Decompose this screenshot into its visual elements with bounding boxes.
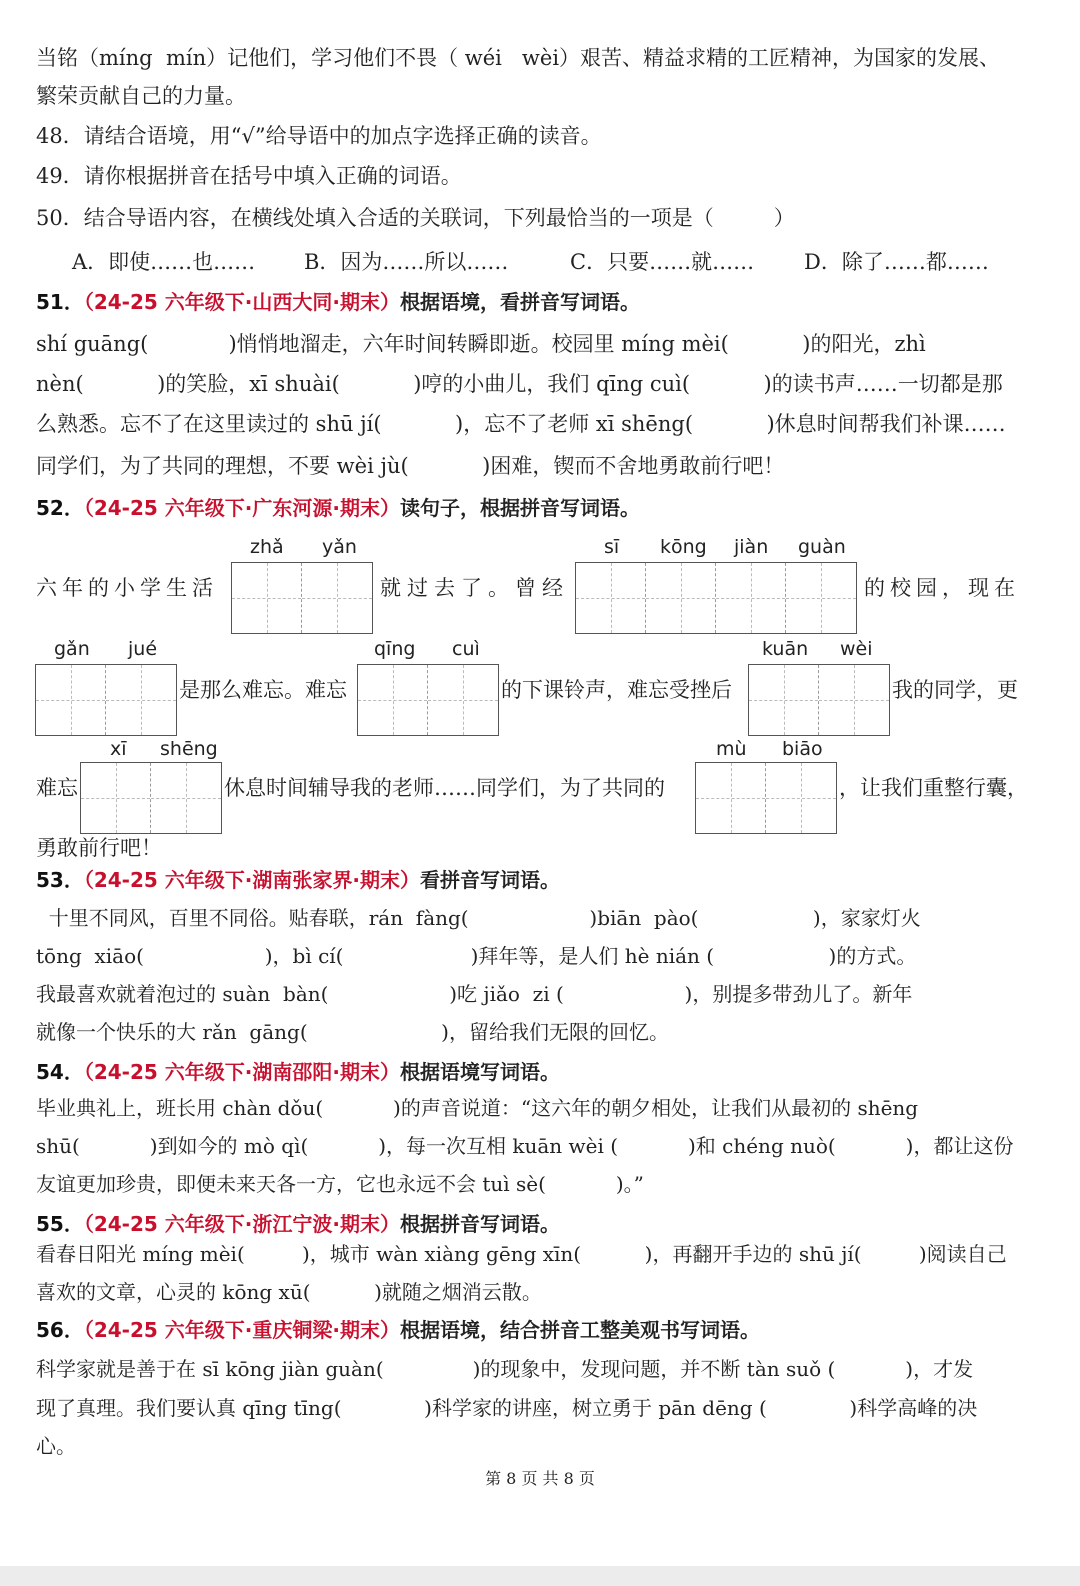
intro-line-1: 当铭（míng mín）记他们，学习他们不畏（ wéi wèi）艰苦、精益求精的工匠精神，为国家的发展、 [36,46,1001,70]
option-d: D．除了……都…… [804,250,989,274]
grid-cell[interactable] [232,563,302,633]
pinyin-label: sī [604,536,620,558]
q52-row-1 [0,534,1080,638]
q56-header [36,1316,760,1344]
q53-line-2: tōng xiāo( )，bì cí( )拜年等，是人们 hè nián ( )的方式。 [36,944,917,968]
grid-cell[interactable] [819,665,889,735]
grid-cell[interactable] [576,563,646,633]
grid-cell[interactable] [766,763,836,833]
writing-grid[interactable] [231,562,373,634]
q56-source: （24-25 六年级下·重庆铜梁·期末） [83,1318,400,1342]
grid-cell[interactable] [646,563,716,633]
pinyin-label: gǎn [54,638,90,660]
grid-cell[interactable] [428,665,498,735]
q54-line-1: 毕业典礼上，班长用 chàn dǒu( )的声音说道：“这六年的朝夕相处，让我们从最初的 shēng [36,1096,919,1120]
q53-title: 看拼音写词语。 [419,868,560,892]
q52-text: 就过去了。曾经 [380,576,569,600]
pinyin-label: zhǎ [250,536,284,558]
question-50: 50．结合导语内容，在横线处填入合适的关联词，下列最恰当的一项是（ ） [36,206,795,230]
writing-grid[interactable] [357,664,499,736]
q52-text: 休息时间辅导我的老师……同学们，为了共同的 [224,776,665,800]
page-footer: 第 8 页 共 8 页 [485,1469,595,1488]
grid-cell[interactable] [81,763,151,833]
q52-text-end: 勇敢前行吧！ [36,836,162,860]
q56-number: 56． [36,1318,84,1342]
q53-header [36,866,560,894]
grid-cell[interactable] [358,665,428,735]
q52-number: 52． [36,496,84,520]
q53-line-1: 十里不同风，百里不同俗。贴春联，rán fàng( )biān pào( )，家家灯火 [36,906,921,930]
q55-title: 根据拼音写词语。 [399,1212,560,1236]
q52-text: 六年的小学生活 [36,576,218,600]
q51-title: 根据语境，看拼音写词语。 [399,290,640,314]
q53-number: 53． [36,868,84,892]
pinyin-label: xī [110,738,127,760]
q52-text: 是那么难忘。难忘 [179,678,347,702]
q55-line-2: 喜欢的文章，心灵的 kōng xū( )就随之烟消云散。 [36,1280,542,1304]
writing-grid[interactable] [80,762,222,834]
q56-line-1: 科学家就是善于在 sī kōng jiàn guàn( )的现象中，发现问题，并不断 tàn suǒ ( )，才发 [36,1357,974,1381]
q52-row-3 [0,736,1080,840]
q52-title: 读句子，根据拼音写词语。 [399,496,640,520]
question-48: 48．请结合语境，用“√”给导语中的加点字选择正确的读音。 [36,124,602,148]
pinyin-label: jué [128,638,158,660]
grid-cell[interactable] [749,665,819,735]
q52-header [36,494,640,522]
pinyin-label: kuān [762,638,809,660]
pinyin-label: biāo [782,738,823,760]
q52-text: 我的同学，更 [892,678,1018,702]
q53-line-3: 我最喜欢就着泡过的 suàn bàn( )吃 jiǎo zi ( )，别提多带劲儿了。新年 [36,982,913,1006]
q52-source: （24-25 六年级下·广东河源·期末） [83,496,400,520]
q51-source: （24-25 六年级下·山西大同·期末） [83,290,400,314]
grid-cell[interactable] [302,563,372,633]
q54-line-2: shū( )到如今的 mò qì( )，每一次互相 kuān wèi ( )和 chéng nuò( )，都让这份 [36,1134,1014,1158]
q55-line-1: 看春日阳光 míng mèi( )，城市 wàn xiàng gēng xīn( )，再翻开手边的 shū jí( )阅读自己 [36,1242,1007,1266]
q56-title: 根据语境，结合拼音工整美观书写词语。 [399,1318,760,1342]
writing-grid[interactable] [35,664,177,736]
writing-grid[interactable] [575,562,857,634]
grid-cell[interactable] [696,763,766,833]
q53-line-4: 就像一个快乐的大 rǎn gāng( )，留给我们无限的回忆。 [36,1020,669,1044]
q51-line-3: 么熟悉。忘不了在这里读过的 shū jí( )，忘不了老师 xī shēng( )休息时间帮我们补课…… [36,412,1006,436]
q54-header [36,1058,560,1086]
option-b: B．因为……所以…… [304,250,509,274]
option-c: C．只要……就…… [570,250,755,274]
pinyin-label: kōng [660,536,707,558]
q56-line-3: 心。 [36,1434,76,1458]
q56-line-2: 现了真理。我们要认真 qīng tīng( )科学家的讲座，树立勇于 pān dēng ( )科学高峰的决 [36,1396,978,1420]
q53-source: （24-25 六年级下·湖南张家界·期末） [83,868,420,892]
q52-row-2 [0,636,1080,740]
pinyin-label: mù [716,738,747,760]
intro-line-2: 繁荣贡献自己的力量。 [36,84,246,108]
question-49: 49．请你根据拼音在括号中填入正确的词语。 [36,164,462,188]
q51-line-1: shí guāng( )悄悄地溜走，六年时间转瞬即逝。校园里 míng mèi( )的阳光，zhì [36,332,926,356]
writing-grid[interactable] [695,762,837,834]
grid-cell[interactable] [36,665,106,735]
q54-line-3: 友谊更加珍贵，即便未来天各一方，它也永远不会 tuì sè( )。” [36,1172,644,1196]
q55-header [36,1210,560,1238]
bottom-bar [0,1566,1080,1586]
q55-source: （24-25 六年级下·浙江宁波·期末） [83,1212,400,1236]
pinyin-label: cuì [452,638,480,660]
pinyin-label: qīng [374,638,416,660]
option-a: A．即使……也…… [72,250,256,274]
grid-cell[interactable] [151,763,221,833]
writing-grid[interactable] [748,664,890,736]
q54-number: 54． [36,1060,84,1084]
q52-text: ，让我们重整行囊， [839,776,1028,800]
grid-cell[interactable] [786,563,856,633]
q54-title: 根据语境写词语。 [399,1060,560,1084]
grid-cell[interactable] [106,665,176,735]
q52-text: 的校园，现在 [864,576,1020,600]
pinyin-label: guàn [798,536,846,558]
grid-cell[interactable] [716,563,786,633]
q52-text: 难忘 [36,776,78,800]
q51-header [36,288,640,316]
q54-source: （24-25 六年级下·湖南邵阳·期末） [83,1060,400,1084]
pinyin-label: wèi [840,638,873,660]
q51-number: 51． [36,290,84,314]
q52-text: 的下课铃声，难忘受挫后 [501,678,732,702]
q55-number: 55． [36,1212,84,1236]
pinyin-label: shēng [160,738,218,760]
pinyin-label: jiàn [734,536,769,558]
q51-line-4: 同学们，为了共同的理想，不要 wèi jù( )困难，锲而不舍地勇敢前行吧！ [36,454,785,478]
q51-line-2: nèn( )的笑脸，xī shuài( )哼的小曲儿，我们 qīng cuì( )的读书声……一切都是那 [36,372,1003,396]
pinyin-label: yǎn [322,536,357,558]
